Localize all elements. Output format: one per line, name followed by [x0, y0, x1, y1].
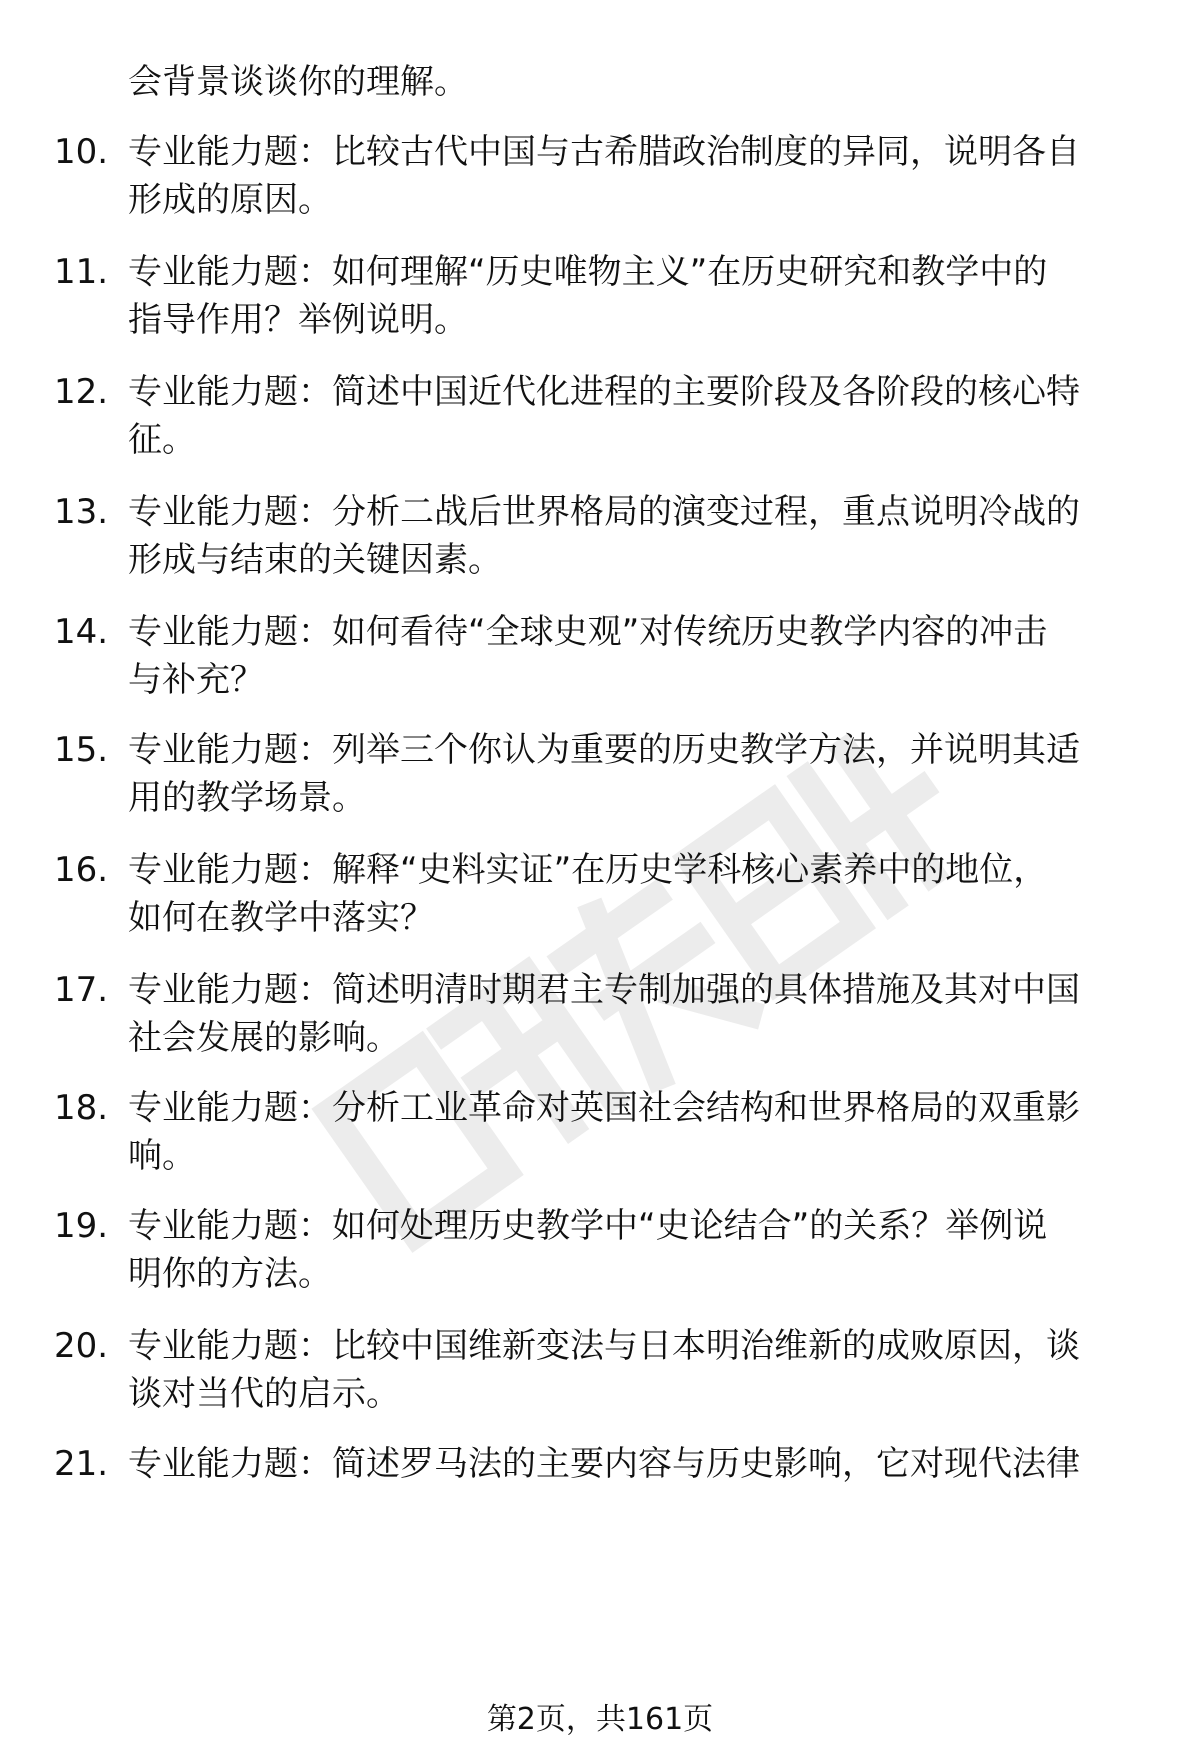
- question-number: 14.: [54, 612, 109, 652]
- question-text-line: 如何在教学中落实？: [128, 898, 434, 938]
- continuation-text: 会背景谈谈你的理解。: [128, 62, 468, 102]
- question-text: [128, 488, 1168, 584]
- question-text-line: 专业能力题：列举三个你认为重要的历史教学方法，并说明其适: [128, 730, 1080, 770]
- question-text: [128, 608, 1168, 704]
- question-text-line: 专业能力题：如何处理历史教学中“史论结合”的关系？举例说: [128, 1206, 1048, 1246]
- question-text-line: 专业能力题：如何看待“全球史观”对传统历史教学内容的冲击: [128, 612, 1048, 652]
- question-number: 20.: [54, 1326, 109, 1366]
- question-text-line: 社会发展的影响。: [128, 1018, 400, 1058]
- question-text-line: 明你的方法。: [128, 1254, 332, 1294]
- question-text-line: 专业能力题：如何理解“历史唯物主义”在历史研究和教学中的: [128, 252, 1048, 292]
- question-text-line: 指导作用？举例说明。: [128, 300, 468, 340]
- question-text: [128, 1202, 1168, 1298]
- question-number: 16.: [54, 850, 109, 890]
- question-text: [128, 1440, 1168, 1488]
- question-text: [128, 846, 1168, 942]
- question-number: 11.: [54, 252, 109, 292]
- question-text-line: 专业能力题：比较古代中国与古希腊政治制度的异同，说明各自: [128, 132, 1080, 172]
- question-text-line: 形成与结束的关键因素。: [128, 540, 502, 580]
- question-text: [128, 966, 1168, 1062]
- question-text-line: 征。: [128, 420, 196, 460]
- question-text-line: 与补充？: [128, 660, 264, 700]
- question-text-line: 专业能力题：简述罗马法的主要内容与历史影响，它对现代法律: [128, 1444, 1080, 1484]
- question-text-line: 专业能力题：分析二战后世界格局的演变过程，重点说明冷战的: [128, 492, 1080, 532]
- question-number: 10.: [54, 132, 109, 172]
- question-text-line: 响。: [128, 1136, 196, 1176]
- question-text: [128, 128, 1168, 224]
- question-text-line: 形成的原因。: [128, 180, 332, 220]
- question-number: 17.: [54, 970, 109, 1010]
- question-number: 15.: [54, 730, 109, 770]
- question-text: [128, 248, 1168, 344]
- question-text-line: 专业能力题：简述明清时期君主专制加强的具体措施及其对中国: [128, 970, 1080, 1010]
- question-text-line: 用的教学场景。: [128, 778, 366, 818]
- question-number: 13.: [54, 492, 109, 532]
- question-text: [128, 1084, 1168, 1180]
- question-text-line: 专业能力题：比较中国维新变法与日本明治维新的成败原因，谈: [128, 1326, 1080, 1366]
- question-number: 18.: [54, 1088, 109, 1128]
- question-number: 12.: [54, 372, 109, 412]
- question-text-line: 专业能力题：分析工业革命对英国社会结构和世界格局的双重影: [128, 1088, 1080, 1128]
- page-footer: 第2页，共161页: [486, 1702, 714, 1737]
- question-text-line: 专业能力题：解释“史料实证”在历史学科核心素养中的地位，: [128, 850, 1048, 890]
- question-text: [128, 1322, 1168, 1418]
- question-text: [128, 726, 1168, 822]
- question-number: 21.: [54, 1444, 109, 1484]
- question-text-line: 专业能力题：简述中国近代化进程的主要阶段及各阶段的核心特: [128, 372, 1080, 412]
- question-number: 19.: [54, 1206, 109, 1246]
- question-text-line: 谈对当代的启示。: [128, 1374, 400, 1414]
- question-text: [128, 368, 1168, 464]
